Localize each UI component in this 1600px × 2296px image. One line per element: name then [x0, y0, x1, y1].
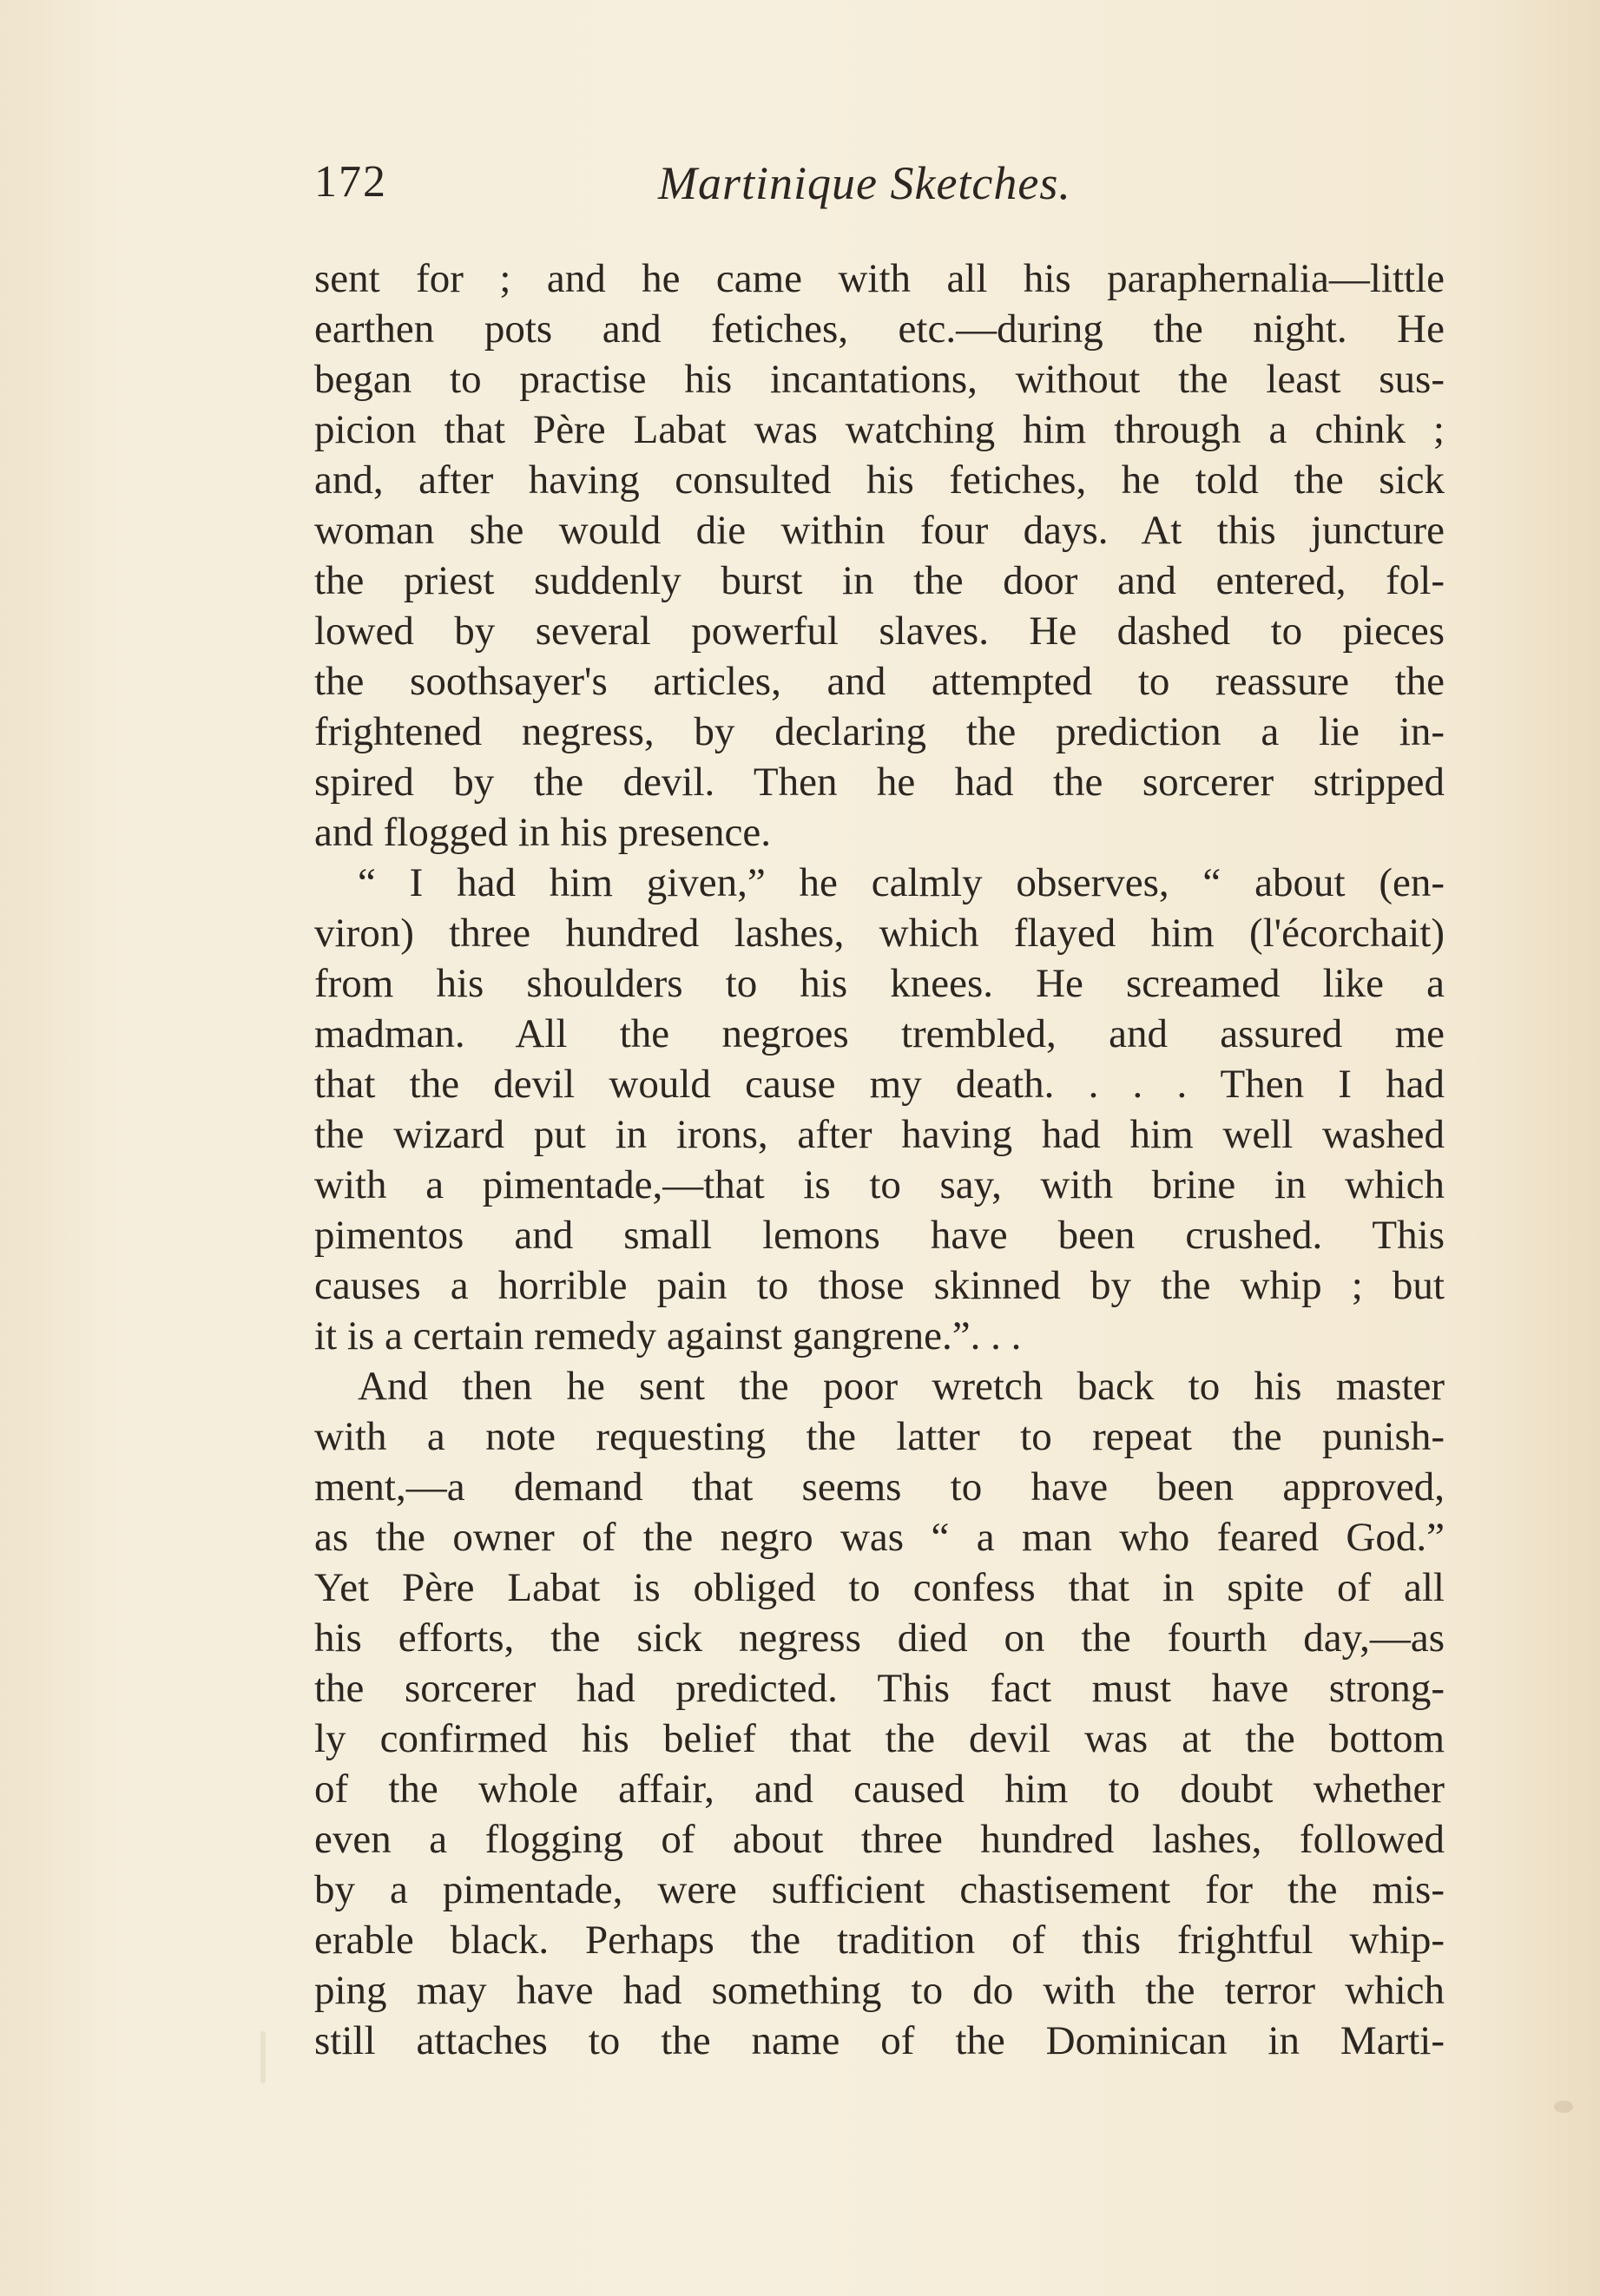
text-line: and flogged in his presence.: [314, 810, 771, 855]
text-line: still attaches to the name of the Dominican in Marti-: [314, 2018, 1445, 2063]
paragraph: [314, 1361, 1445, 2066]
text-line: spired by the devil. Then he had the sorcerer stripped: [314, 760, 1445, 805]
page-number: 172: [314, 157, 387, 207]
body-text: [314, 253, 1445, 2066]
text-line: frightened negress, by declaring the prediction a lie in-: [314, 709, 1445, 754]
text-line: ping may have had something to do with the terror which: [314, 1968, 1445, 2013]
text-line: And then he sent the poor wretch back to his master: [358, 1364, 1445, 1409]
text-line: the sorcerer had predicted. This fact must have strong-: [314, 1666, 1445, 1711]
text-line: by a pimentade, were sufficient chastisement for the mis-: [314, 1867, 1445, 1912]
text-line: that the devil would cause my death. . . . Then I had: [314, 1062, 1445, 1107]
text-line: ly confirmed his belief that the devil was at the bottom: [314, 1716, 1445, 1761]
text-line: “ I had him given,” he calmly observes, “ about (en-: [358, 860, 1445, 905]
text-line: from his shoulders to his knees. He screamed like a: [314, 961, 1445, 1006]
text-line: causes a horrible pain to those skinned by the whip ; but: [314, 1263, 1445, 1308]
text-line: began to practise his incantations, without the least sus-: [314, 357, 1445, 402]
text-line: the soothsayer's articles, and attempted to reassure the: [314, 659, 1445, 704]
paragraph: [314, 253, 1445, 858]
text-line: sent for ; and he came with all his paraphernalia—little: [314, 256, 1445, 301]
text-line: with a pimentade,—that is to say, with brine in which: [314, 1162, 1445, 1207]
running-head: [314, 156, 1445, 226]
paper-stain: [1554, 2101, 1573, 2113]
text-line: madman. All the negroes trembled, and assured me: [314, 1011, 1445, 1056]
text-line: as the owner of the negro was “ a man who feared God.”: [314, 1515, 1445, 1560]
text-line: and, after having consulted his fetiches, he told the sick: [314, 457, 1445, 503]
text-line: Yet Père Labat is obliged to confess that in spite of all: [314, 1565, 1445, 1610]
text-line: picion that Père Labat was watching him through a chink ;: [314, 407, 1445, 452]
running-title: Martinique Sketches.: [658, 157, 1071, 209]
text-line: the priest suddenly burst in the door and entered, fol-: [314, 558, 1445, 603]
text-line: viron) three hundred lashes, which flayed him (l'écorchait): [314, 911, 1445, 956]
text-line: pimentos and small lemons have been crushed. This: [314, 1213, 1445, 1258]
text-line: with a note requesting the latter to repeat the punish-: [314, 1414, 1445, 1459]
text-line: lowed by several powerful slaves. He dashed to pieces: [314, 609, 1445, 654]
paragraph: [314, 858, 1445, 1361]
text-line: erable black. Perhaps the tradition of this frightful whip-: [314, 1918, 1445, 1963]
text-line: it is a certain remedy against gangrene.”. . .: [314, 1313, 1022, 1359]
text-line: the wizard put in irons, after having had him well washed: [314, 1112, 1445, 1157]
text-line: woman she would die within four days. At this juncture: [314, 508, 1445, 553]
text-line: of the whole affair, and caused him to doubt whether: [314, 1766, 1445, 1812]
text-line: even a flogging of about three hundred lashes, followed: [314, 1817, 1445, 1862]
paper-stain: [260, 2031, 266, 2083]
text-line: earthen pots and fetiches, etc.—during the night. He: [314, 306, 1445, 352]
text-line: ment,—a demand that seems to have been approved,: [314, 1464, 1445, 1510]
text-line: his efforts, the sick negress died on the fourth day,—as: [314, 1615, 1445, 1661]
